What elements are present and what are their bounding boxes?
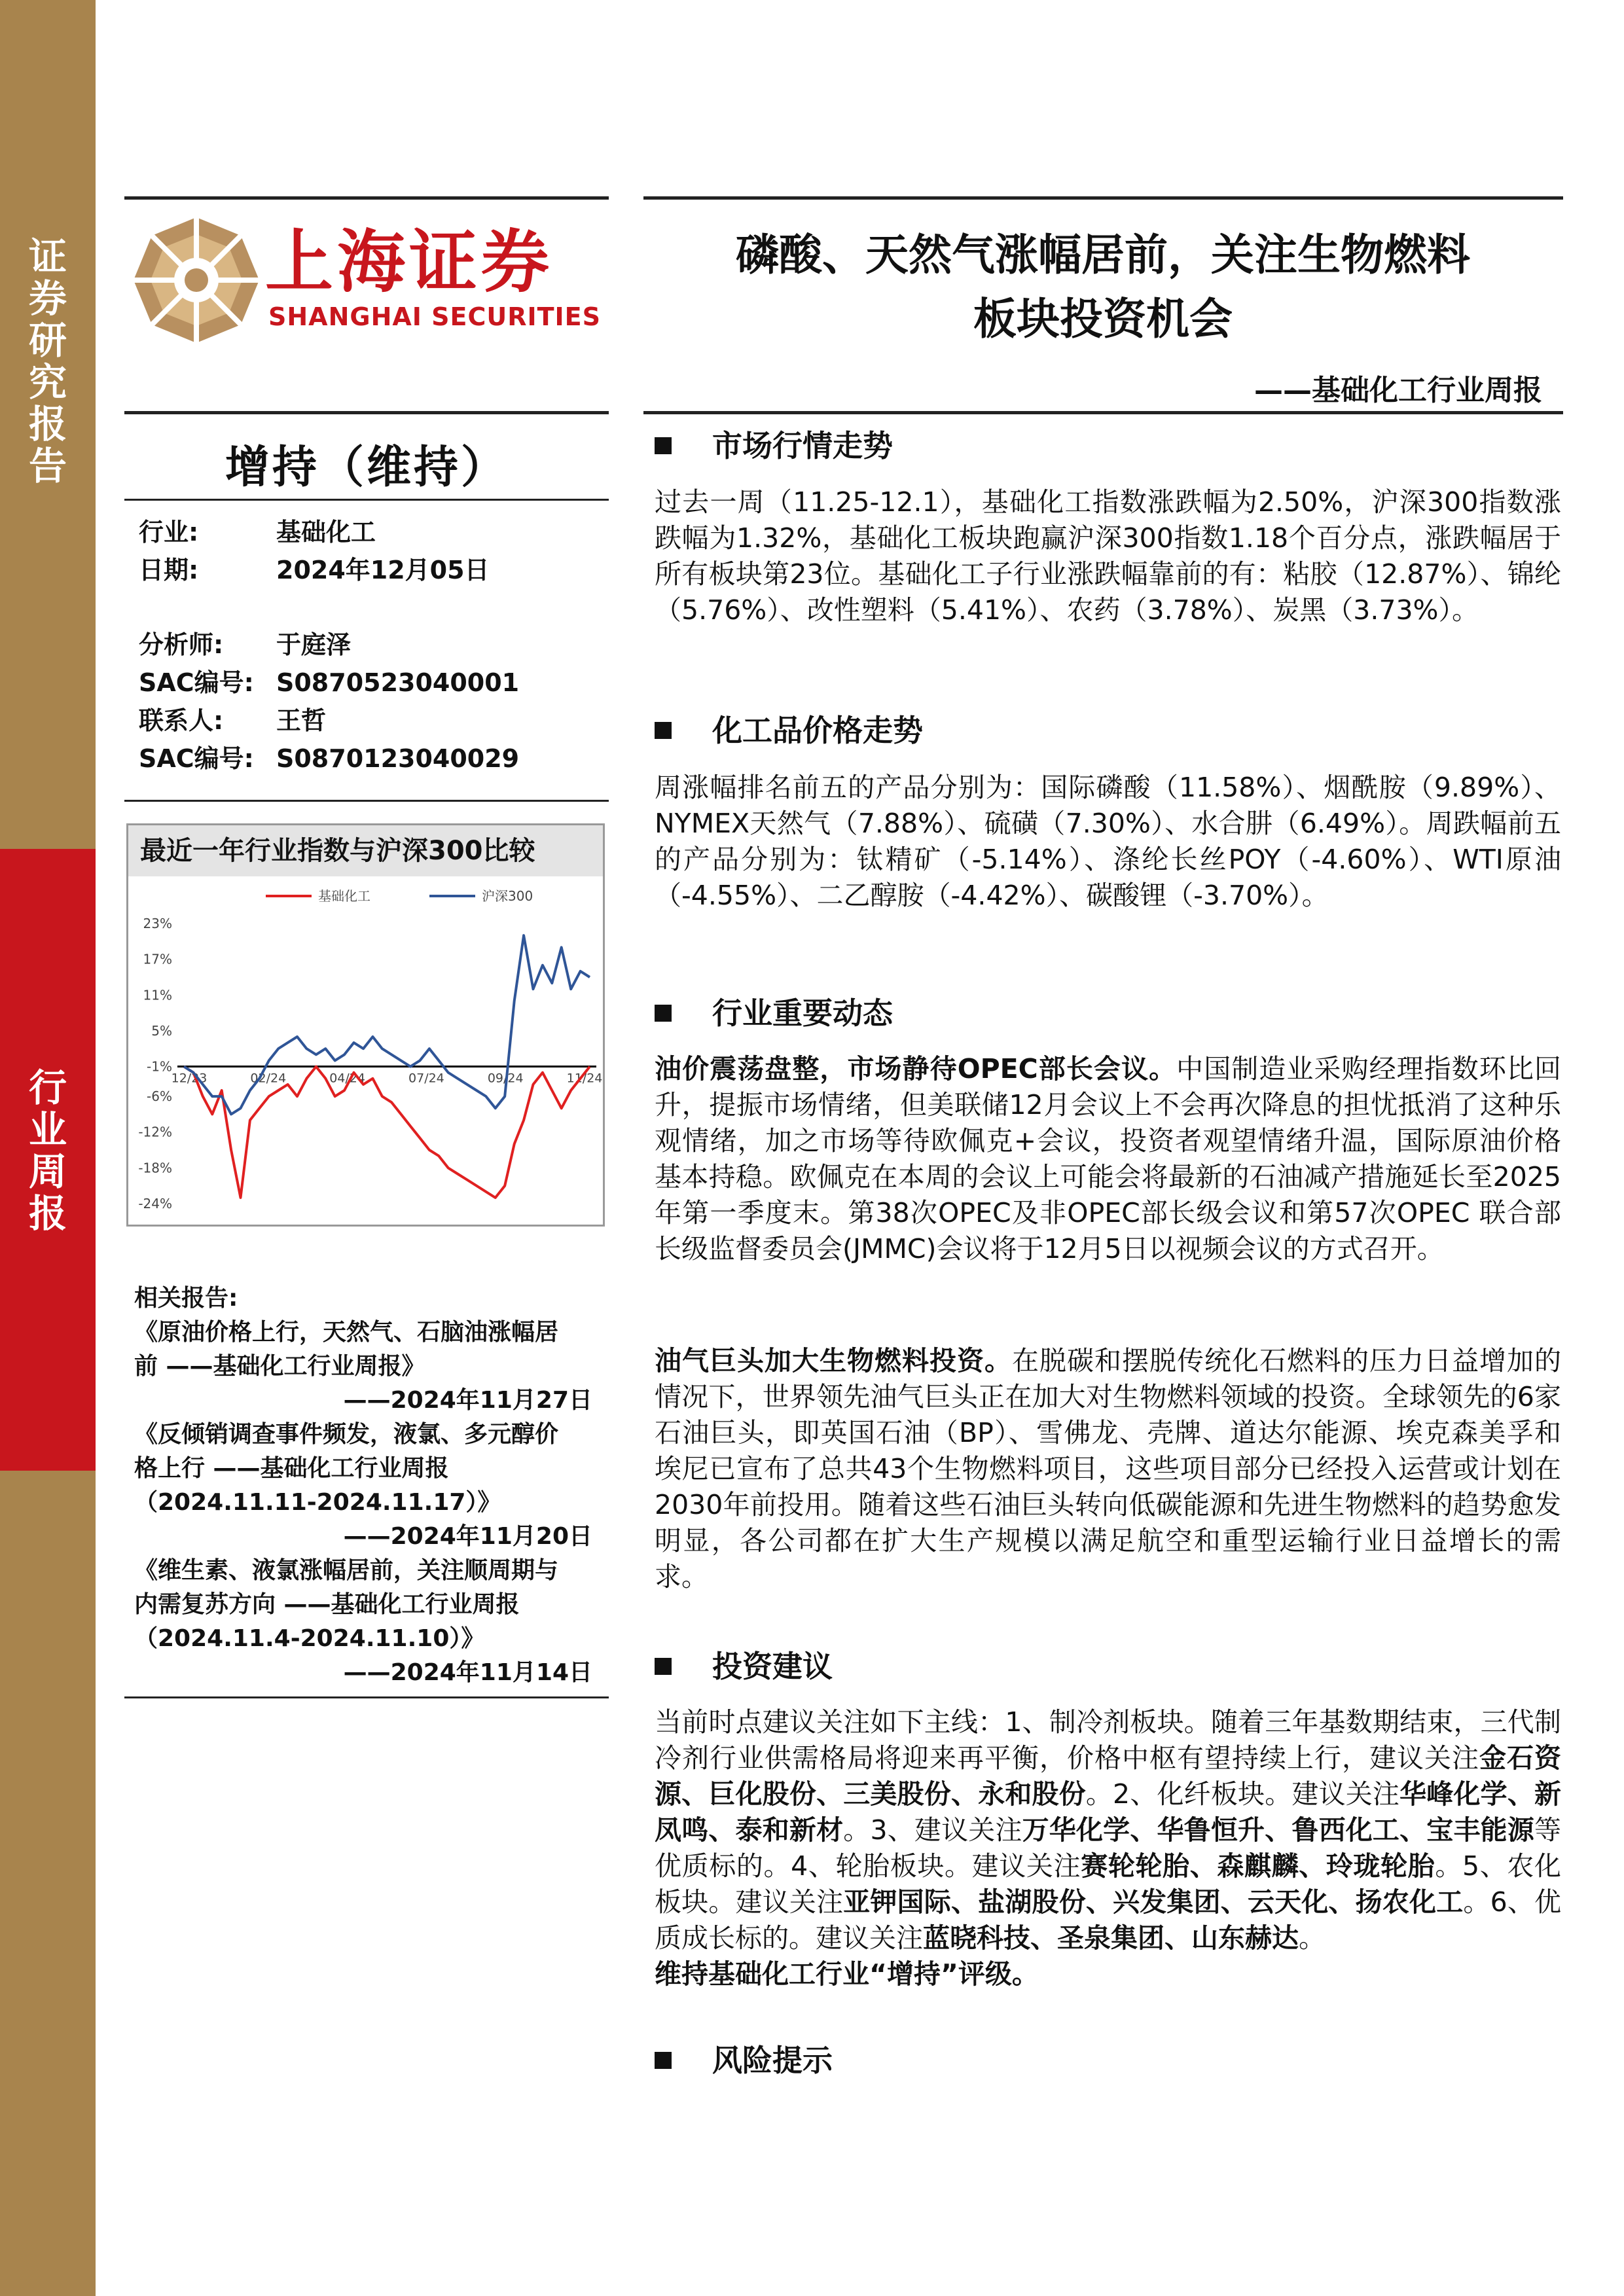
- info-sac1: SAC编号: S0870523040001: [139, 668, 520, 697]
- section-risk-heading: 风险提示: [655, 2037, 833, 2080]
- rule-left-2: [124, 411, 609, 414]
- rule-right-2: [643, 411, 1563, 414]
- side-label-report-type: 证 券 研 究 报 告: [28, 234, 67, 488]
- y-tick-label: 23%: [143, 916, 172, 931]
- y-tick-label: -6%: [147, 1088, 172, 1105]
- top-rule-left: [124, 196, 609, 200]
- legend-label: 沪深300: [482, 888, 533, 904]
- y-tick-label: -1%: [147, 1058, 172, 1075]
- x-tick-label: 04/24: [329, 1071, 365, 1086]
- bullet-square-icon: [655, 437, 672, 454]
- section-price-text: 周涨幅排名前五的产品分别为：国际磷酸（11.58%）、烟酰胺（9.89%）、NYMEX天然气（7.88%）、硫磺（7.30%）、水合肼（6.49%）。周跌幅前五的产品分别为：钛精矿（-5.14%）、涤纶长丝POY（-4.60%）、WTI原油（-4.55%）、二乙醇胺（-4.42%）、碳酸锂（-3.70%）。: [655, 772, 1561, 911]
- related-reports: [134, 1282, 605, 1690]
- bullet-square-icon: [655, 722, 672, 739]
- related-2-date: ——2024年11月20日: [343, 1523, 592, 1550]
- x-tick-label: 11/24: [566, 1071, 603, 1086]
- y-tick-label: 17%: [143, 951, 172, 967]
- top-rule-right: [643, 196, 1563, 200]
- info-sac2: SAC编号: S0870123040029: [139, 744, 520, 773]
- section-price-heading: 化工品价格走势: [655, 707, 923, 750]
- section-market-text: 过去一周（11.25-12.1），基础化工指数涨跌幅为2.50%，沪深300指数涨跌幅为1.32%，基础化工板块跑赢沪深300指数1.18个百分点，涨跌幅居于所有板块第23位。基础化工子行业涨跌幅靠前的有：粘胶（12.87%）、锦纶（5.76%）、改性塑料（5.41%）、农药（3.78%）、炭黑（3.73%）。: [655, 486, 1561, 626]
- related-rule: [124, 1696, 609, 1698]
- info-rule: [124, 800, 609, 802]
- legend-label: 基础化工: [318, 888, 370, 904]
- bullet-square-icon: [655, 1658, 672, 1675]
- report-title-line2: 板块投资机会: [973, 294, 1233, 344]
- series-line-chemical: [184, 1067, 590, 1198]
- section-invest-text: 当前时点建议关注如下主线：1、制冷剂板块。随着三年基数期结束，三代制冷剂行业供需格局将迎来再平衡，价格中枢有望持续上行，建议关注金石资源、巨化股份、三美股份、永和股份。2、化纤板块。建议关注华峰化学、新凤鸣、泰和新材。3、建议关注万华化学、华鲁恒升、鲁西化工、宝丰能源等优质标的。4、轮胎板块。建议关注赛轮轮胎、森麒麟、玲珑轮胎。5、农化板块。建议关注亚钾国际、盐湖股份、兴发集团、云天化、扬农化工。6、优质成长标的。建议关注蓝晓科技、圣泉集团、山东赫达。 维持基础化工行业“增持”评级。: [655, 1706, 1562, 1990]
- shanghai-securities-logo-icon: [131, 215, 262, 346]
- report-subtitle: ——基础化工行业周报: [1254, 374, 1542, 407]
- info-date: 日期: 2024年12月05日: [139, 556, 490, 584]
- chart-title: 最近一年行业指数与沪深300比较: [128, 825, 603, 876]
- section-market-heading: 市场行情走势: [655, 422, 893, 465]
- info-analyst: 分析师: 于庭泽: [139, 630, 352, 659]
- line-chart: [128, 878, 603, 1223]
- rating-rule: [124, 499, 609, 501]
- related-heading: 相关报告:: [134, 1285, 238, 1312]
- logo-english-name: SHANGHAI SECURITIES: [268, 302, 602, 331]
- info-industry: 行业: 基础化工: [139, 518, 376, 547]
- section-news-heading: 行业重要动态: [655, 990, 893, 1033]
- related-1-line1: 《原油价格上行，天然气、石脑油涨幅居: [134, 1319, 559, 1346]
- related-1-line2: 前 ——基础化工行业周报》: [134, 1353, 425, 1380]
- section-news-para2: 油气巨头加大生物燃料投资。在脱碳和摆脱传统化石燃料的压力日益增加的情况下，世界领先油气巨头正在加大对生物燃料领域的投资。全球领先的6家石油巨头，即英国石油（BP）、雪佛龙、壳牌、道达尔能源、埃克森美孚和埃尼已宣布了总共43个生物燃料项目，这些项目部分已经投入运营或计划在2030年前投用。随着这些石油巨头转向低碳能源和先进生物燃料的趋势愈发明显，各公司都在扩大生产规模以满足航空和重型运输行业日益增长的需求。: [655, 1345, 1561, 1592]
- info-contact: 联系人: 王哲: [139, 706, 327, 735]
- related-3-line1: 《维生素、液氯涨幅居前，关注顺周期与: [134, 1557, 559, 1584]
- x-tick-label: 12/23: [171, 1071, 208, 1086]
- side-label-weekly: 行 业 周 报: [28, 1066, 67, 1236]
- x-tick-label: 07/24: [408, 1071, 444, 1086]
- related-3-line2: 内需复苏方向 ——基础化工行业周报: [134, 1591, 520, 1618]
- related-3-date: ——2024年11月14日: [343, 1659, 592, 1686]
- report-title-line1: 磷酸、天然气涨幅居前，关注生物燃料: [736, 230, 1470, 280]
- y-tick-label: -18%: [138, 1160, 172, 1176]
- section-news-para1: 油价震荡盘整，市场静待OPEC部长会议。中国制造业采购经理指数环比回升，提振市场情绪，但美联储12月会议上不会再次降息的担忧抵消了这种乐观情绪，加之市场等待欧佩克+会议，投资者观望情绪升温，国际原油价格基本持稳。欧佩克在本周的会议上可能会将最新的石油减产措施延长至2025年第一季度末。第38次OPEC及非OPEC部长级会议和第57次OPEC 联合部长级监督委员会(JMMC)会议将于12月5日以视频会议的方式召开。: [655, 1053, 1562, 1265]
- y-tick-label: 11%: [143, 987, 172, 1003]
- related-2-line3: （2024.11.11-2024.11.17）》: [134, 1489, 501, 1516]
- y-tick-label: -12%: [138, 1124, 172, 1140]
- y-tick-label: 5%: [151, 1022, 172, 1039]
- bullet-square-icon: [655, 1005, 672, 1022]
- related-2-line1: 《反倾销调查事件频发，液氯、多元醇价: [134, 1421, 559, 1448]
- section-invest-heading: 投资建议: [655, 1643, 833, 1686]
- x-tick-label: 09/24: [487, 1071, 524, 1086]
- logo-chinese-name: 上海证券: [265, 222, 554, 302]
- related-2-line2: 格上行 ——基础化工行业周报: [134, 1455, 449, 1482]
- bullet-square-icon: [655, 2052, 672, 2069]
- y-tick-label: -24%: [138, 1196, 172, 1211]
- related-3-line3: （2024.11.4-2024.11.10）》: [134, 1625, 485, 1652]
- related-1-date: ——2024年11月27日: [343, 1387, 592, 1414]
- series-line-csi300: [184, 935, 590, 1114]
- comparison-chart: [126, 823, 605, 1227]
- rating: 增持（维持）: [225, 442, 508, 493]
- x-tick-label: 02/24: [250, 1071, 287, 1086]
